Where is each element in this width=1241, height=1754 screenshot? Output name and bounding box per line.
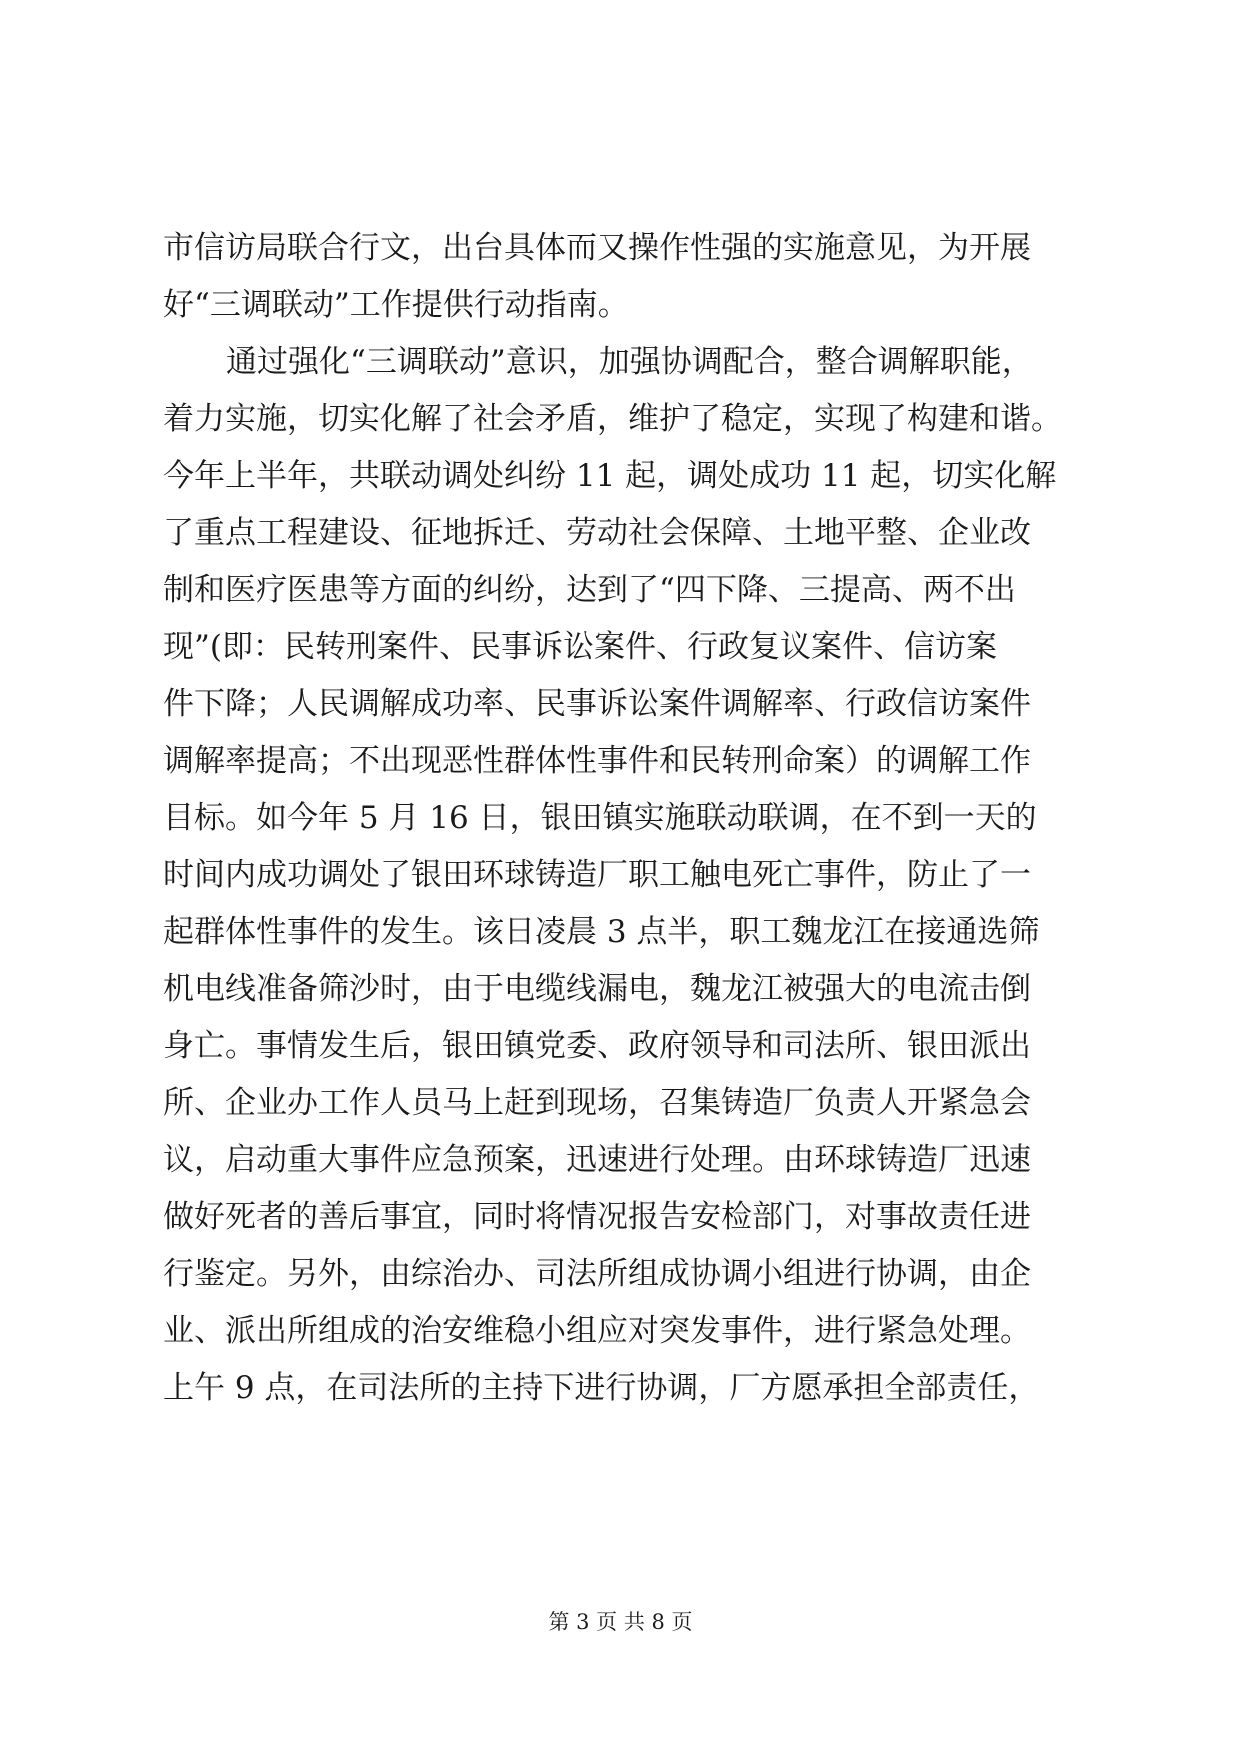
- text-line: 制和医疗医患等方面的纠纷，达到了“四下降、三提高、两不出: [163, 572, 1016, 608]
- text-line: 业、派出所组成的治安维稳小组应对突发事件，进行紧急处理。: [163, 1313, 1031, 1349]
- text-line: 机电线准备筛沙时，由于电缆线漏电，魏龙江被强大的电流击倒: [163, 971, 1031, 1007]
- text-line: 所、企业办工作人员马上赶到现场，召集铸造厂负责人开紧急会: [163, 1085, 1031, 1121]
- text-line: 好“三调联动”工作提供行动指南。: [163, 287, 629, 323]
- text-line: 上午 9 点，在司法所的主持下进行协调，厂方愿承担全部责任，: [163, 1370, 1040, 1406]
- text-line: 起群体性事件的发生。该日凌晨 3 点半，职工魏龙江在接通选筛: [163, 914, 1040, 950]
- text-line: 市信访局联合行文，出台具体而又操作性强的实施意见，为开展: [163, 230, 1031, 266]
- text-line: 议，启动重大事件应急预案，迅速进行处理。由环球铸造厂迅速: [163, 1142, 1031, 1178]
- text-line: 做好死者的善后事宜，同时将情况报告安检部门，对事故责任进: [163, 1199, 1031, 1235]
- page-number: 第 3 页 共 8 页: [548, 1610, 693, 1634]
- text-line: 着力实施，切实化解了社会矛盾，维护了稳定，实现了构建和谐。: [163, 401, 1062, 437]
- page-footer: [0, 1608, 1241, 1636]
- paragraph-first-line: 通过强化“三调联动”意识，加强协调配合，整合调解职能，: [226, 344, 1033, 380]
- text-line: 了重点工程建设、征地拆迁、劳动社会保障、土地平整、企业改: [163, 515, 1031, 551]
- text-line: 目标。如今年 5 月 16 日，银田镇实施联动联调，在不到一天的: [163, 800, 1037, 836]
- text-line: 今年上半年，共联动调处纠纷 11 起，调处成功 11 起，切实化解: [163, 458, 1057, 494]
- text-line: 时间内成功调处了银田环球铸造厂职工触电死亡事件，防止了一: [163, 857, 1031, 893]
- text-line: 件下降；人民调解成功率、民事诉讼案件调解率、行政信访案件: [163, 686, 1031, 722]
- text-line: 身亡。事情发生后，银田镇党委、政府领导和司法所、银田派出: [163, 1028, 1031, 1064]
- text-line: 现”(即：民转刑案件、民事诉讼案件、行政复议案件、信访案: [163, 629, 997, 665]
- text-line: 调解率提高；不出现恶性群体性事件和民转刑命案）的调解工作: [163, 743, 1031, 779]
- text-line: 行鉴定。另外，由综治办、司法所组成协调小组进行协调，由企: [163, 1256, 1031, 1292]
